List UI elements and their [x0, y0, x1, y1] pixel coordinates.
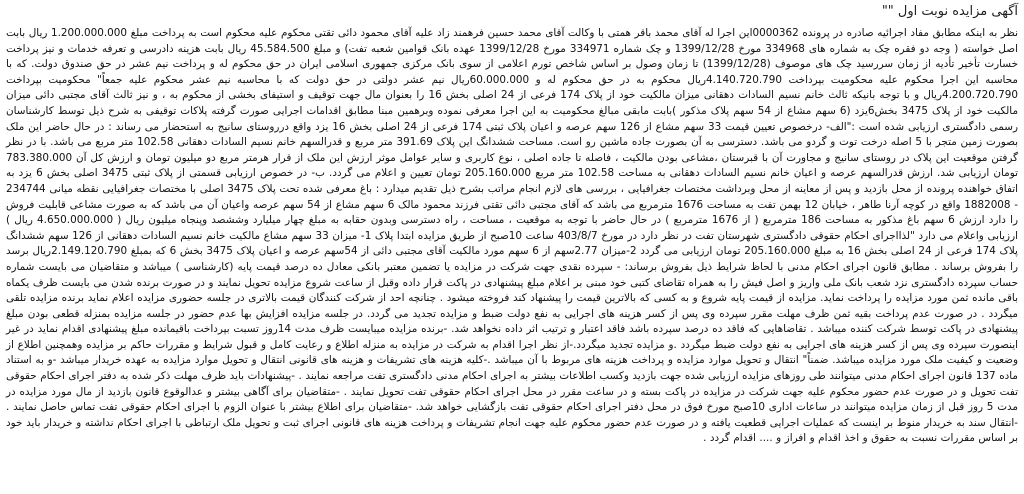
- notice-body: نظر به اینکه مطابق مفاد اجرائیه صادره در پرونده 0000362این اجرا له آقای محمد باقر همتی با وکالت آقای محمد حسین فرهمند زاد علیه آقای محمود دائی تقتی محکوم علیه محکوم است به پرداخت مبلغ 1.200.000.000 ریال بابت اصل خواسته ( وجه دو فقره چک به شماره های 334968 مورخ 1399/12/28 و چک شماره 334971 مورخ 1399/12/28 عهده بانک قوامین شعبه تفت) و مبلغ 45.584.500 ریال بابت هزینه دادرسی و تعرفه خدمات و نیز پرداخت خسارت تأخیر تأدیه از زمان سررسید چک های موصوف (1399/12/28) تا زمان وصول بر اساس شاخص تورم اعلامی از سوی بانک مرکزی جمهوری اسلامی ایران در حق محکوم له و پرداخت نیم عشر در حق صندوق دولت. که با محاسبه این اجرا محکوم علیه محکومیت بپرداخت 4.140.720.790ریال محکوم به در حق محکوم له و 60.000.000ریال نیم عشر دولتی در حق دولت که با محاسبه نیم عشر محکوم علیه جمعاً" محکومیت بپرداخت 4.200.720.790ریال و با توجه بانیکه ثالث خانم نسیم السادات دهقانی میزان مالکیت خود از پلاک 174 فرعی از 24 اصلی بخش 16 را بعنوان مال جهت توقیف و استیفای بخشی از محکوم به ، و نیز ثالث آقای مجتبی دائی میزان مالکیت خود از پلاک 3475 بخش6یزد (6 سهم مشاع از 54 سهم پلاک مذکور )بابت مابقی مبالغ محکومیت به این اجرا معرفی نموده وبرهمین مبنا مطابق اقدامات اجرایی صورت گرفته پلاکات توقیفی به شرح ذیل توسط کارشناسان رسمی دادگستری ارزیابی شده است :"الف- درخصوص تعیین قیمت 33 سهم مشاع از 126 سهم عرصه و اعیان پلاک ثبتی 174 فرعی از 24 اصلی بخش 16 یزد واقع درروستای سانیج به استحضار می رساند : در حال حاضر این ملک بصورت زمین متجر با 5 اصله درخت توت و گردو می باشد. دسترسی به آن بصورت جاده ماشین رو است. مساحت ششدانگ این پلاک 391.69 متر مربع و قدرالسهم خانم نسیم السادات دهقانی 102.58 متر مربع می باشد. با در نظر گرفتن موقعیت این پلاک در روستای سانیج و مجاورت آن با قبرستان ،مشاعی بودن مالکیت ، فاصله تا جاده اصلی ، نوع کاربری و سایر عوامل موثر ارزش این ملک از قرار هرمتر مربع دو میلیون تومان و ارزش کل آن 783.380.000 تومان ارزیابی شد. ارزش قدرالسهم عرصه و اعیان خانم نسیم السادات دهقانی به مساحت 102.58 متر مربع 205.160.000 تومان تعیین و اعلام می گردد. ب- در خصوص ارزیابی قسمتی از پلاک ثبتی 3475 اصلی بخش 6 یزد به اتفاق خواهنده پرونده از محل بازدید و پس از معاینه از محل وبرداشت مختصات جغرافیایی ، بررسی های لازم انجام مراتب بشرح ذیل تقدیم میدارد : باغ معرفی شده تحت پلاک 3475 اصلی با مختصات جغرافیایی نقطه میانی 234744 - 1882008 واقع در کوچه آرنا طاهر ، خیابان 12 بهمن تفت به مساحت 1676 مترمربع می باشد که آقای مجتبی دائی تقتی فرزند محمود مالک 6 سهم مشاع از 54 سهم عرصه واعیان آن می باشد که به صورت مشاعی قابلیت فروش را دارد ارزش 6 سهم باغ مذکور به مساحت 186 مترمربع ( از 1676 مترمربع ) در حال حاضر با توجه به موقعیت ، مساحت ، راه دسترسی وبدون حقابه به مبلغ چهار میلیارد وششصد وپنجاه میلیون ریال ( 4.650.000.000 ریال ) ارزیابی واعلام می دارد "لذااجرای احکام حقوقی دادگستری شهرستان تفت در نظر دارد در مورخ 403/8/7 ساعت 10صبح از طریق مزایده ابتدا پلاک 1- میزان 33 سهم مشاع مالکیت خانم نسیم السادات دهقانی از 126 سهم ششدانگ پلاک 174 فرعی از 24 اصلی بخش 16 به مبلغ 205.160.000 تومان ارزیابی می گردد 2-میزان 2.77سهم از 6 سهم مورد مالکیت آقای مجتبی دائی از 54سهم عرصه و اعیان پلاک 3475 بخش 6 که بمبلغ 2.149.120.790ریال برسد را بفروش برساند . مطابق قانون اجرای احکام مدنی با لحاظ شرایط ذیل بفروش برساند: - سپرده نقدی جهت شرکت در مزایده یا تضمین معتبر بانکی معادل ده درصد قیمت پایه (کارشناسی ) میباشد و متقاضیان می بایست شماره حساب سپرده دادگستری نزد شعب بانک ملی واریز و اصل فیش را به همراه تقاضای کتبی خود مبنی بر اعلام مبلغ پیشنهادی در پاکت قرار داده وقبل از ساعت شروع مزایده تحویل نمایند و در صورت برنده شدن می بایست ظرف یکماه باقی مانده ثمن مورد مزایده را پرداخت نماید. مزایده از قیمت پایه شروع و به کسی که بالاترین قیمت را پیشنهاد کند فروخته میشود . چنانچه احد از شرکت کنندگان قیمت بالاتری در جلسه حضوری مزایده اعلام نماید برنده مزایده تلقی میگردد . در صورت عدم پرداخت بقیه ثمن ظرف مهلت مقرر سپرده وی پس از کسر هزینه های اجرایی به نفع دولت ضبط و مزایده تجدید می گردد. در جلسه مزایده افزایش بها عدم حضور در جلسه مزایده بمنزله قطعی بودن مبلغ پیشنهادی در پاکت توسط شرکت کننده میباشد . تقاضاهایی که فاقد ده درصد سپرده باشد فاقد اعتبار و ترتیب اثر داده نخواهد شد. -برنده مزایده میبایست ظرف مدت 14روز تسبت بپرداخت باقیمانده مبلغ پیشنهادی اقدام نماید در غیر اینصورت سپرده وی پس از کسر هزینه های اجرایی به نفع دولت ضبط میگردد .و مزایده تجدید میگردد.-از نظر اجرا اقدام به شرکت در مزایده به منزله اطلاع و رعایت کامل و قبول شرایط و مقررات حاکم بر مزایده وهمچنین اطلاع از وضعیت و کیفیت ملک مورد مزایده میباشد. ضمناً" انتقال و تحویل موارد مزایده و پرداخت هزینه های مربوط با آن میباشد .-کلیه هزینه های تشریفات و هزینه های قانونی انتقال و تحویل موارد مزایده به عهده خریدار میباشد -و به استناد ماده 137 قانون اجرای احکام مدنی میتوانند طی روزهای مزایده ارزیابی شده جهت بازدید وکسب اطلاعات بیشتر به اجرای احکام مدنی دادگستری تفت مراجعه نمایند . -پیشنهادات باید ظرف مهلت ذکر شده به دفتر اجرای احکام حقوقی تفت تحویل و در صورت عدم حضور محکوم علیه جهت شرکت در مزایده در پاکت بسته و در ساعت مقرر در محل اجرای احکام حقوقی تفت تحویل نمایند . -متقاضیان برای آگاهی بیشتر و عدالوقوع قانون بازدید از مال مورد مزایده در مدت 5 روز قبل از زمان مزایده میتوانند در ساعات اداری 10صبح مورخ فوق در محل دفتر اجرای احکام حقوقی تفت بازگشایی خواهد شد. -متقاضیان برای اطلاع بیشتر با عنوان الزوم با اجرای احکام حقوقی تفت تماس حاصل نمایند . -انتقال سند به خریدار منوط بر اینست که عملیات اجرایی قطعیت یافته و در صورت عدم حضور محکوم علیه جهت انجام تشریفات و پرداخت هزینه های قانونی اجرای ثبت و تحویل ملک ارتباطی با اجرای احکام نداشته و خریدار باید خود بر اساس مقررات نسبت به حقوق و اخذ اقدام و افراز و .... اقدام گردد .: [6, 27, 1019, 445]
- notice-page: [6, 2, 1018, 492]
- notice-title: آگهی مزایده نوبت اول "": [881, 4, 1018, 19]
